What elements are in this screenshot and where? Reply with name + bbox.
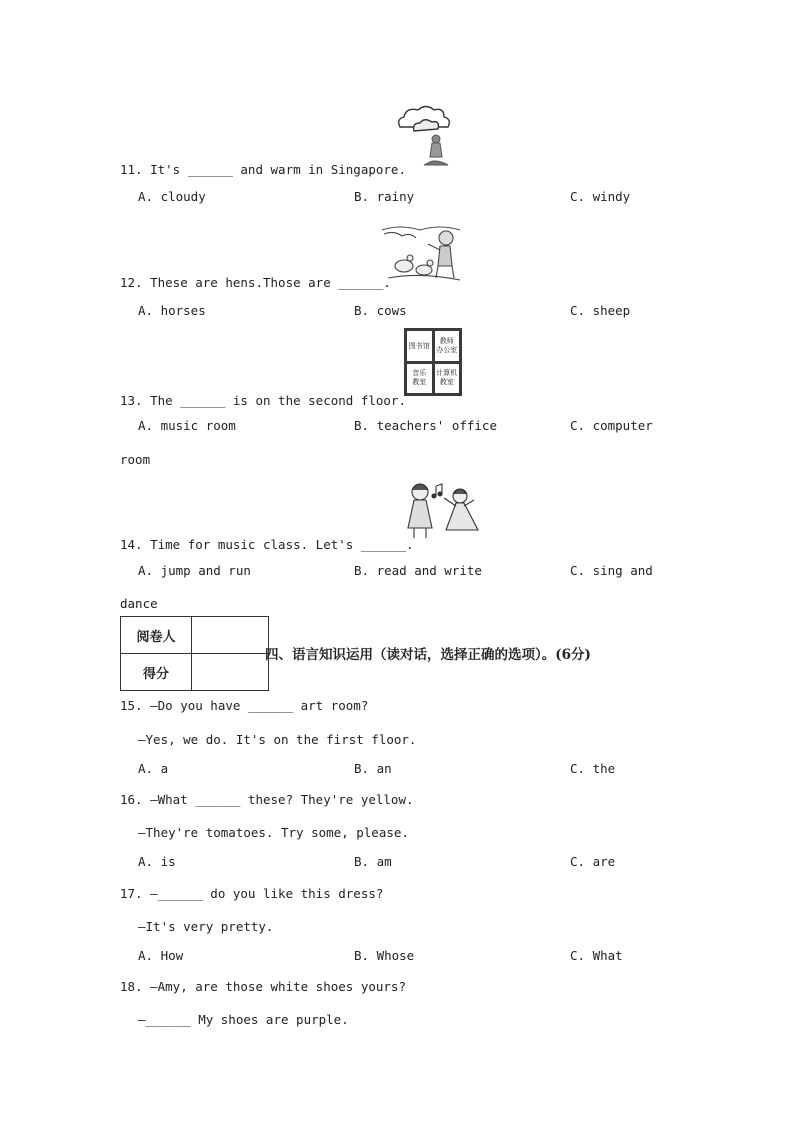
reviewer-cell	[192, 617, 269, 654]
section-heading: 四、语言知识运用（读对话，选择正确的选项）。(6分)	[265, 647, 591, 663]
sign-library: 图书馆	[407, 331, 432, 361]
question-14-option-c-wrap: dance	[120, 596, 158, 611]
question-13-option-a: A. music room	[138, 418, 236, 433]
question-17-stem: 17. —______ do you like this dress?	[120, 886, 384, 901]
question-11-option-c: C. windy	[570, 189, 631, 204]
question-15-stem: 15. —Do you have ______ art room?	[120, 698, 369, 713]
question-17-line2: —It's very pretty.	[138, 919, 274, 934]
question-13-option-b: B. teachers' office	[354, 418, 497, 433]
question-15-option-a: A. a	[138, 761, 169, 776]
question-17-option-a: A. How	[138, 948, 184, 963]
sign-music-room: 音乐 教室	[407, 364, 432, 394]
question-17-option-c: C. What	[570, 948, 623, 963]
question-12-stem: 12. These are hens.Those are ______.	[120, 275, 391, 290]
question-12-option-c: C. sheep	[570, 303, 631, 318]
question-18-stem: 18. —Amy, are those white shoes yours?	[120, 979, 406, 994]
question-14-option-c: C. sing and	[570, 563, 653, 578]
question-18-line2: —______ My shoes are purple.	[138, 1012, 349, 1027]
question-14-option-b: B. read and write	[354, 563, 482, 578]
question-13-option-c-wrap: room	[120, 452, 151, 467]
sign-teachers-office: 教师 办公室	[435, 331, 460, 361]
question-14-stem: 14. Time for music class. Let's ______.	[120, 537, 414, 552]
question-11-option-b: B. rainy	[354, 189, 415, 204]
question-16-option-b: B. am	[354, 854, 392, 869]
question-15-option-b: B. an	[354, 761, 392, 776]
question-15-line2: —Yes, we do. It's on the first floor.	[138, 732, 417, 747]
question-11-option-a: A. cloudy	[138, 189, 206, 204]
cloud-weather-illustration	[394, 103, 462, 169]
question-12-option-b: B. cows	[354, 303, 407, 318]
question-13-stem: 13. The ______ is on the second floor.	[120, 393, 406, 408]
question-12-option-a: A. horses	[138, 303, 206, 318]
question-16-line2: —They're tomatoes. Try some, please.	[138, 825, 409, 840]
question-15-option-c: C. the	[570, 761, 616, 776]
reviewer-label: 阅卷人	[121, 617, 192, 654]
question-11-stem: 11. It's ______ and warm in Singapore.	[120, 162, 406, 177]
farm-hens-illustration	[380, 220, 464, 284]
question-16-option-c: C. are	[570, 854, 616, 869]
score-label: 得分	[121, 654, 192, 691]
question-14-option-a: A. jump and run	[138, 563, 251, 578]
question-17-option-b: B. Whose	[354, 948, 415, 963]
school-floor-sign	[404, 328, 462, 396]
question-13-option-c: C. computer	[570, 418, 653, 433]
sign-computer-room: 计算机 教室	[435, 364, 460, 394]
question-16-stem: 16. —What ______ these? They're yellow.	[120, 792, 414, 807]
score-table	[120, 616, 269, 691]
question-16-option-a: A. is	[138, 854, 176, 869]
sing-dance-illustration	[400, 476, 484, 542]
score-cell	[192, 654, 269, 691]
